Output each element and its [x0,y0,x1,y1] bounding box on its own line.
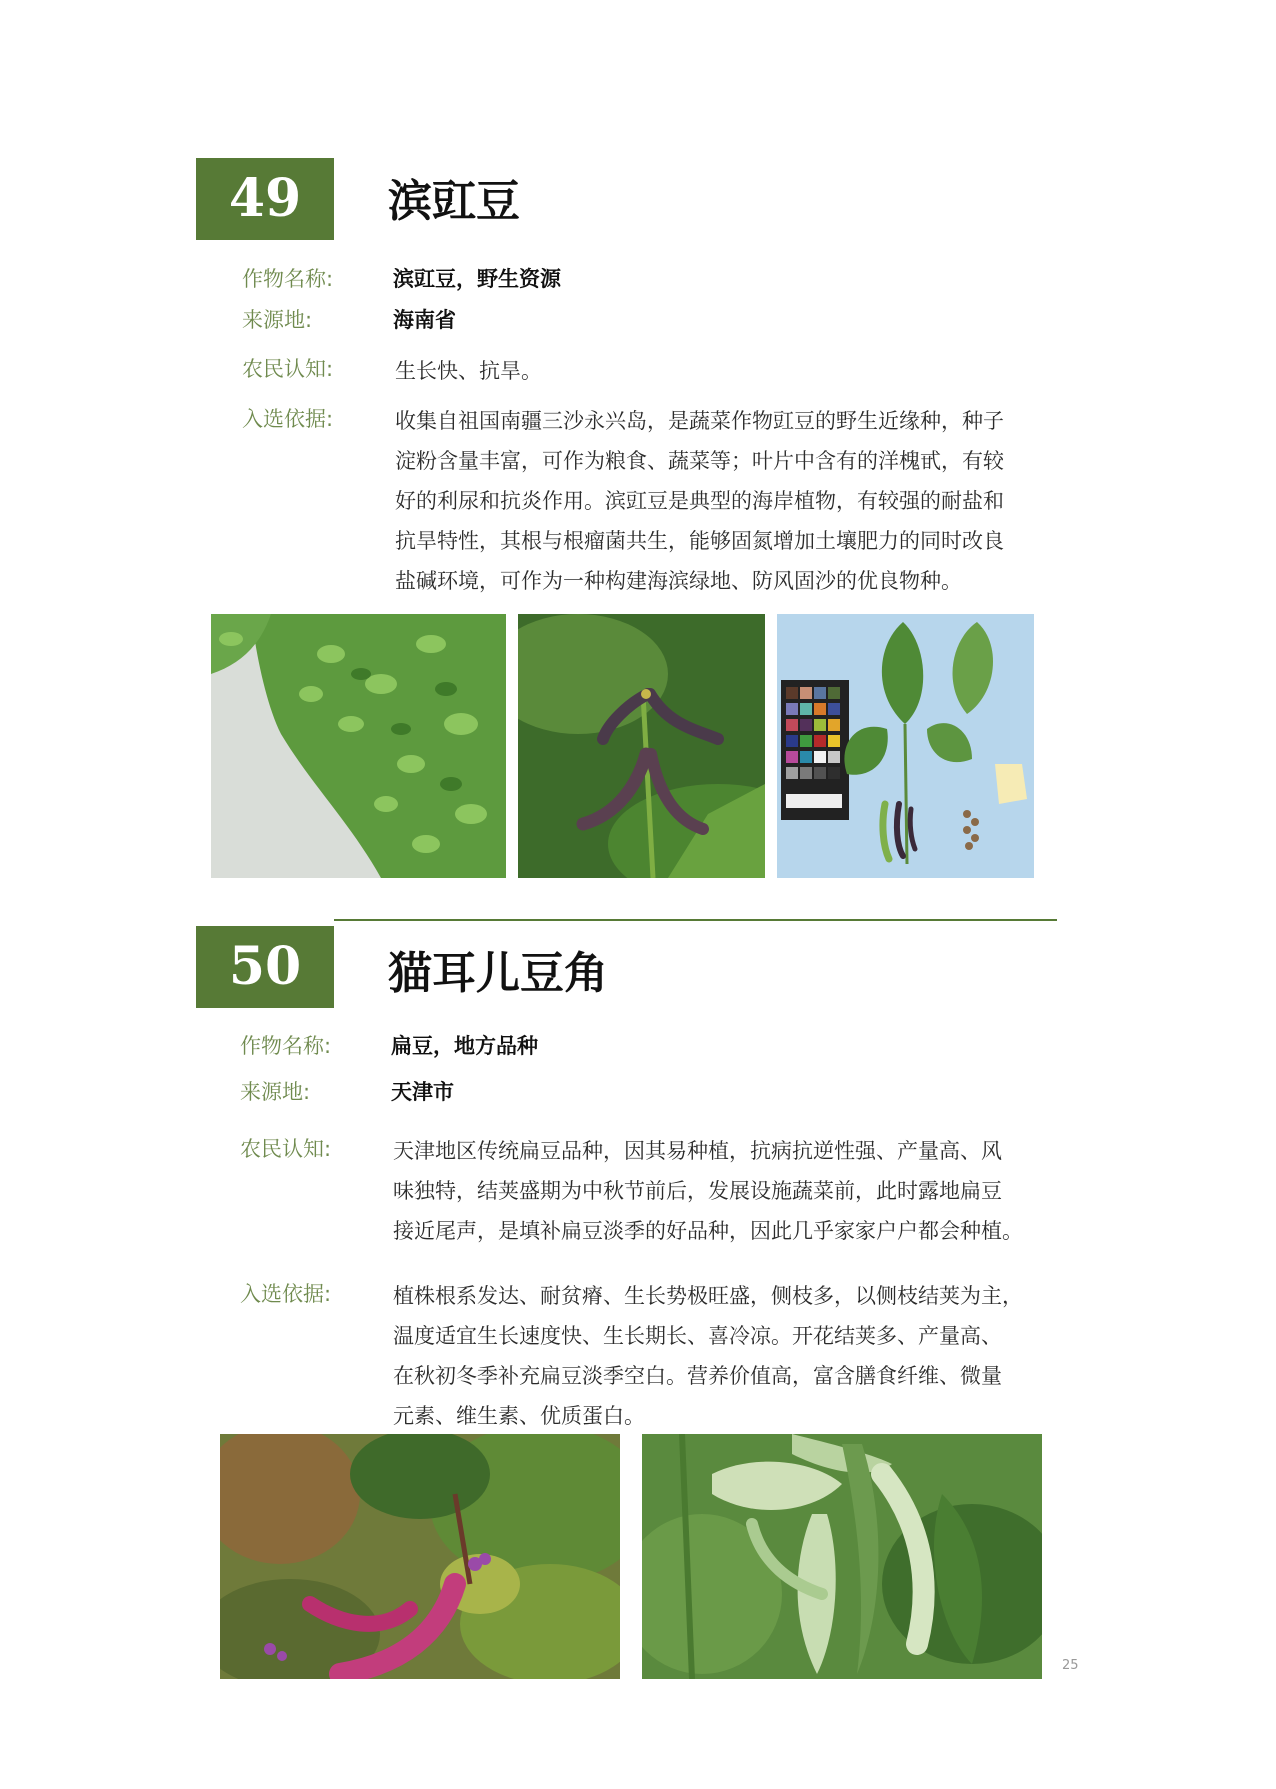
entry-number-badge: 49 [196,158,334,240]
selection-basis-text [395,401,1075,601]
text-line: 淀粉含量丰富，可作为粮食、蔬菜等；叶片中含有的洋槐甙，有较 [395,449,1004,473]
origin-value: 天津市 [391,1080,454,1104]
text-line: 在秋初冬季补充扁豆淡季空白。营养价值高，富含膳食纤维、微量 [393,1364,1002,1388]
crop-name-value: 滨豇豆，野生资源 [393,267,561,291]
selection-basis-label: 入选依据: [242,407,334,431]
origin-value: 海南省 [393,308,456,332]
text-line: 抗旱特性，其根与根瘤菌共生，能够固氮增加土壤肥力的同时改良 [395,529,1004,553]
text-line: 味独特，结荚盛期为中秋节前后，发展设施蔬菜前，此时露地扁豆 [393,1179,1002,1203]
photo-dark-pods [518,614,765,878]
text-line: 盐碱环境，可作为一种构建海滨绿地、防风固沙的优良物种。 [395,569,962,593]
entry-number-badge: 50 [196,926,334,1008]
selection-basis-text [393,1276,1093,1436]
text-line: 收集自祖国南疆三沙永兴岛，是蔬菜作物豇豆的野生近缘种，种子 [395,409,1004,433]
text-line: 元素、维生素、优质蛋白。 [393,1404,645,1428]
farmer-knowledge-text: 生长快、抗旱。 [395,359,542,383]
origin-label: 来源地: [242,308,313,332]
photo-green-pods [642,1434,1042,1679]
selection-basis-label: 入选依据: [240,1282,332,1306]
text-line: 天津地区传统扁豆品种，因其易种植，抗病抗逆性强、产量高、风 [393,1139,1002,1163]
entry-title: 滨豇豆 [388,176,520,227]
crop-name-label: 作物名称: [240,1034,332,1058]
text-line: 植株根系发达、耐贫瘠、生长势极旺盛，侧枝多，以侧枝结荚为主， [393,1284,1023,1308]
page-number: 25 [1062,1658,1079,1673]
text-line: 好的利尿和抗炎作用。滨豇豆是典型的海岸植物，有较强的耐盐和 [395,489,1004,513]
crop-name-label: 作物名称: [242,267,334,291]
entry-title: 猫耳儿豆角 [388,948,608,999]
text-line: 温度适宜生长速度快、生长期长、喜冷凉。开花结荚多、产量高、 [393,1324,1002,1348]
photo-purple-pods [220,1434,620,1679]
photo-beach-vines [211,614,506,878]
farmer-knowledge-label: 农民认知: [240,1137,332,1161]
crop-name-value: 扁豆，地方品种 [391,1034,538,1058]
section-divider [334,919,1057,921]
text-line: 接近尾声，是填补扁豆淡季的好品种，因此几乎家家户户都会种植。 [393,1219,1023,1243]
photo-specimen-chart [777,614,1034,878]
farmer-knowledge-label: 农民认知: [242,357,334,381]
origin-label: 来源地: [240,1080,311,1104]
farmer-knowledge-text [393,1131,1093,1251]
